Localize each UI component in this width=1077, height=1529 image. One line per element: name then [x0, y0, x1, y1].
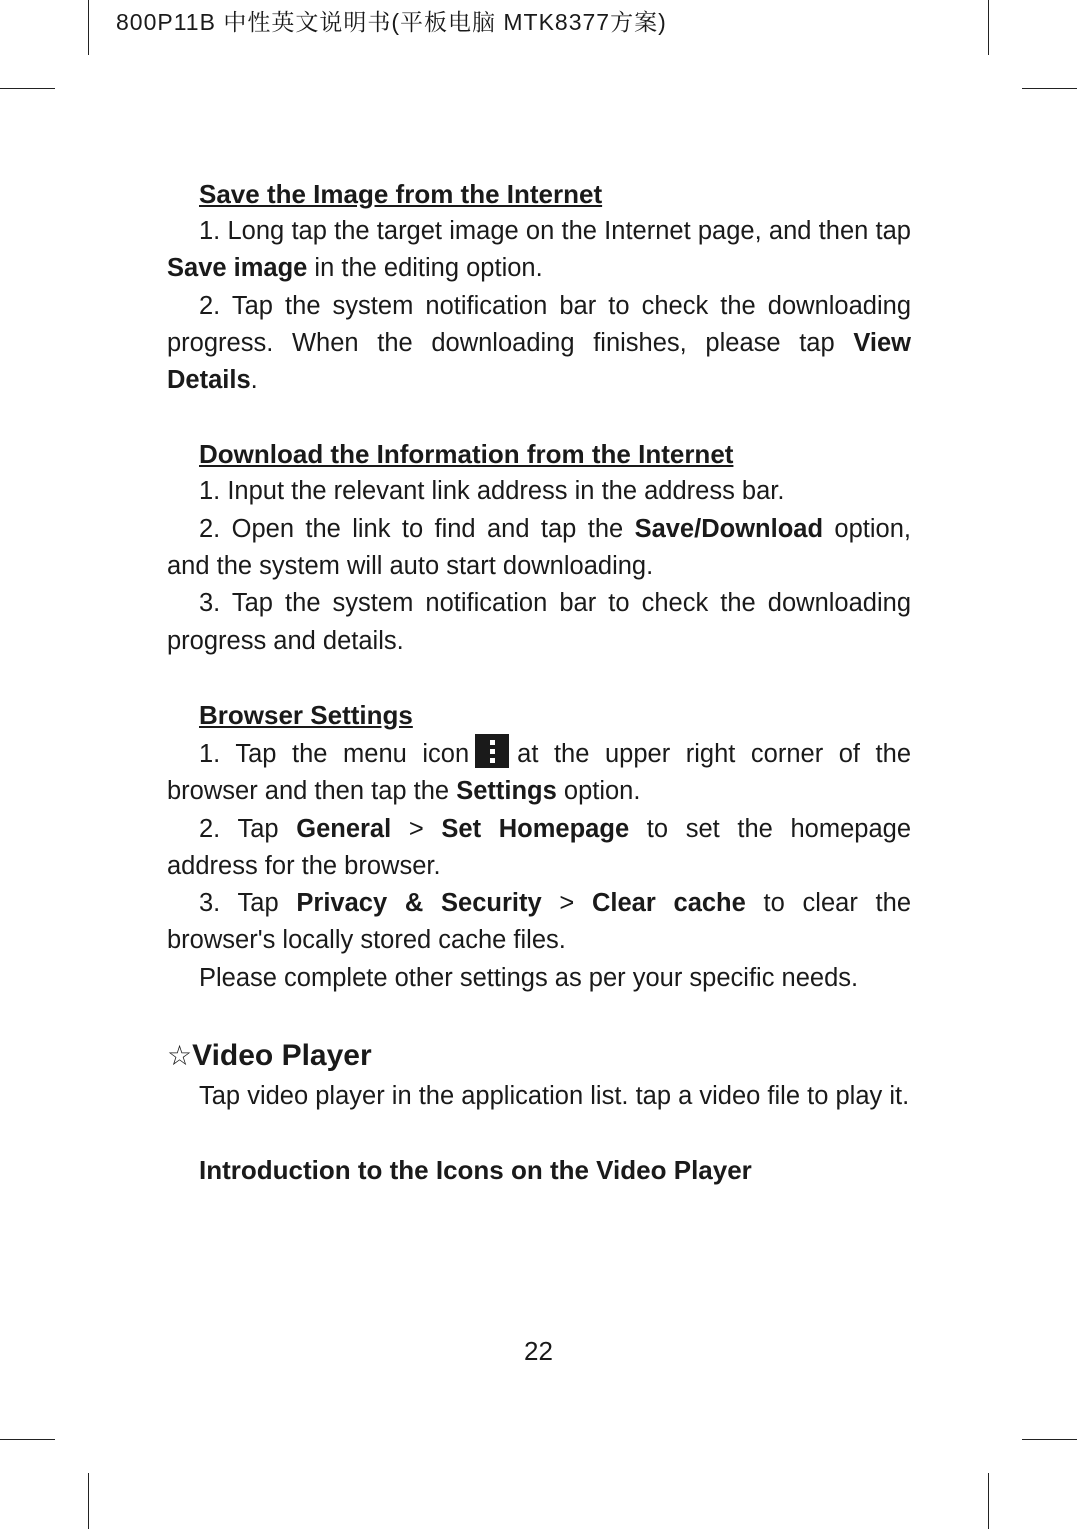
menu-icon	[475, 734, 509, 768]
save-image-step-2: 2. Tap the system notification bar to check the downloading progress. When the downloading finishes, please tap View Details.	[167, 291, 911, 395]
star-icon: ☆	[167, 1040, 193, 1072]
crop-mark-bottom-right-h	[1022, 1439, 1077, 1440]
section-heading-download-info: Download the Information from the Internet	[199, 439, 734, 470]
page-content	[167, 176, 911, 1189]
crop-mark-top-left-h	[0, 88, 55, 89]
crop-mark-bottom-right	[988, 1473, 989, 1529]
section-heading-browser-settings: Browser Settings	[199, 699, 413, 730]
browser-settings-step-3: 3. Tap Privacy & Security > Clear cache to clear the browser's locally stored cache files.	[167, 889, 911, 955]
download-step-1: 1. Input the relevant link address in the address bar.	[199, 477, 785, 506]
view-details-option: View Details	[167, 328, 911, 395]
browser-settings-step-1: 1. Tap the menu icon at the upper right corner of the browser and then tap the Settings option.	[167, 734, 911, 811]
browser-settings-step-2: 2. Tap General > Set Homepage to set the homepage address for the browser.	[167, 814, 911, 880]
browser-settings-note: Please complete other settings as per your specific needs.	[199, 963, 859, 992]
crop-mark-top-right	[988, 0, 989, 55]
download-step-2: 2. Open the link to find and tap the Save/Download option, and the system will auto start downloading.	[167, 514, 911, 581]
crop-mark-top-left	[88, 0, 89, 55]
crop-mark-bottom-left-h	[0, 1439, 55, 1440]
crop-mark-bottom-left	[88, 1473, 89, 1529]
document-header-title: 800P11B 中性英文说明书(平板电脑 MTK8377方案)	[116, 9, 667, 35]
section-heading-save-image: Save the Image from the Internet	[199, 179, 603, 209]
section-heading-video-player: ☆Video Player	[167, 1039, 372, 1073]
page-number: 22	[524, 1336, 553, 1366]
video-player-text: Tap video player in the application list. tap a video file to play it.	[199, 1082, 910, 1111]
download-step-3: 3. Tap the system notification bar to check the downloading progress and details.	[167, 589, 911, 655]
crop-mark-top-right-h	[1022, 88, 1077, 89]
subheading-video-player-icons: Introduction to the Icons on the Video Player	[199, 1155, 752, 1186]
save-image-step-1: 1. Long tap the target image on the Internet page, and then tap Save image in the editing option.	[167, 217, 911, 283]
save-image-option: Save image	[167, 254, 308, 283]
